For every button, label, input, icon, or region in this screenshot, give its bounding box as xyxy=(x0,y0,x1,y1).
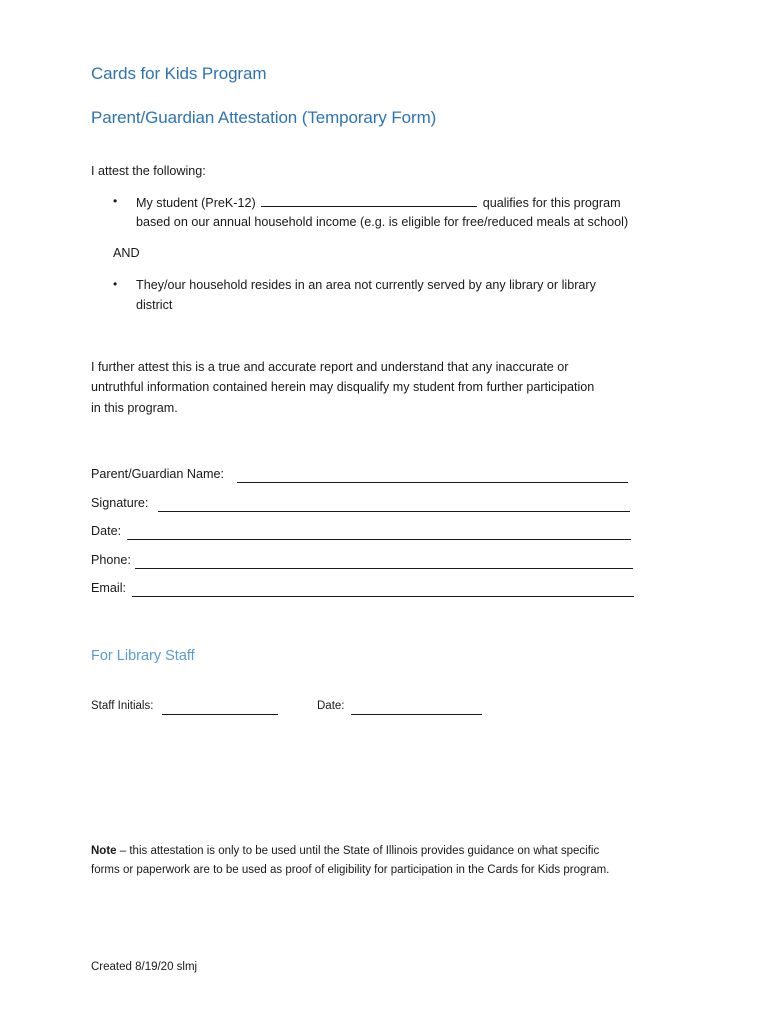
staff-initials-field[interactable] xyxy=(162,714,278,715)
further-attest-line-1: I further attest this is a true and accurate report and understand that any inaccurate or xyxy=(91,360,569,374)
bullet-1-line-2: based on our annual household income (e.g. is eligible for free/reduced meals at school) xyxy=(136,215,629,229)
note-label: Note xyxy=(91,845,117,857)
and-connector: AND xyxy=(113,246,140,260)
phone-label: Phone: xyxy=(91,553,131,567)
email-label: Email: xyxy=(91,581,126,595)
email-field[interactable] xyxy=(132,596,634,597)
staff-date-field[interactable] xyxy=(351,714,482,715)
bullet-1-suffix: qualifies for this program xyxy=(482,196,621,210)
date-field[interactable] xyxy=(127,539,631,540)
further-attest-line-2: untruthful information contained herein may disqualify my student from further participation xyxy=(91,380,595,394)
phone-field[interactable] xyxy=(135,568,633,569)
note-line-2: forms or paperwork are to be used as proof of eligibility for participation in the Cards for Kids program. xyxy=(91,864,610,876)
student-name-line[interactable] xyxy=(261,195,477,207)
bullet-icon: • xyxy=(113,194,118,208)
further-attest-line-3: in this program. xyxy=(91,401,178,415)
library-staff-heading: For Library Staff xyxy=(91,648,195,664)
guardian-name-label: Parent/Guardian Name: xyxy=(91,467,225,481)
bullet-icon: • xyxy=(113,277,118,291)
bullet-2-line-1: They/our household resides in an area not currently served by any library or library xyxy=(136,278,596,292)
bullet-1-prefix: My student (PreK-12) xyxy=(136,196,256,210)
form-subtitle: Parent/Guardian Attestation (Temporary Form) xyxy=(91,108,437,127)
staff-date-label: Date: xyxy=(317,700,345,712)
page-title: Cards for Kids Program xyxy=(91,64,267,83)
bullet-1-line-1 xyxy=(136,195,621,210)
signature-field[interactable] xyxy=(158,511,630,512)
signature-label: Signature: xyxy=(91,496,149,510)
bullet-2-line-2: district xyxy=(136,298,173,312)
attest-intro: I attest the following: xyxy=(91,164,206,178)
created-footer: Created 8/19/20 slmj xyxy=(91,961,198,973)
note-text-1: – this attestation is only to be used until the State of Illinois provides guidance on what specific xyxy=(119,845,600,857)
date-label: Date: xyxy=(91,524,122,538)
guardian-name-field[interactable] xyxy=(237,482,628,483)
note-line-1 xyxy=(91,845,599,857)
staff-initials-label: Staff Initials: xyxy=(91,700,154,712)
